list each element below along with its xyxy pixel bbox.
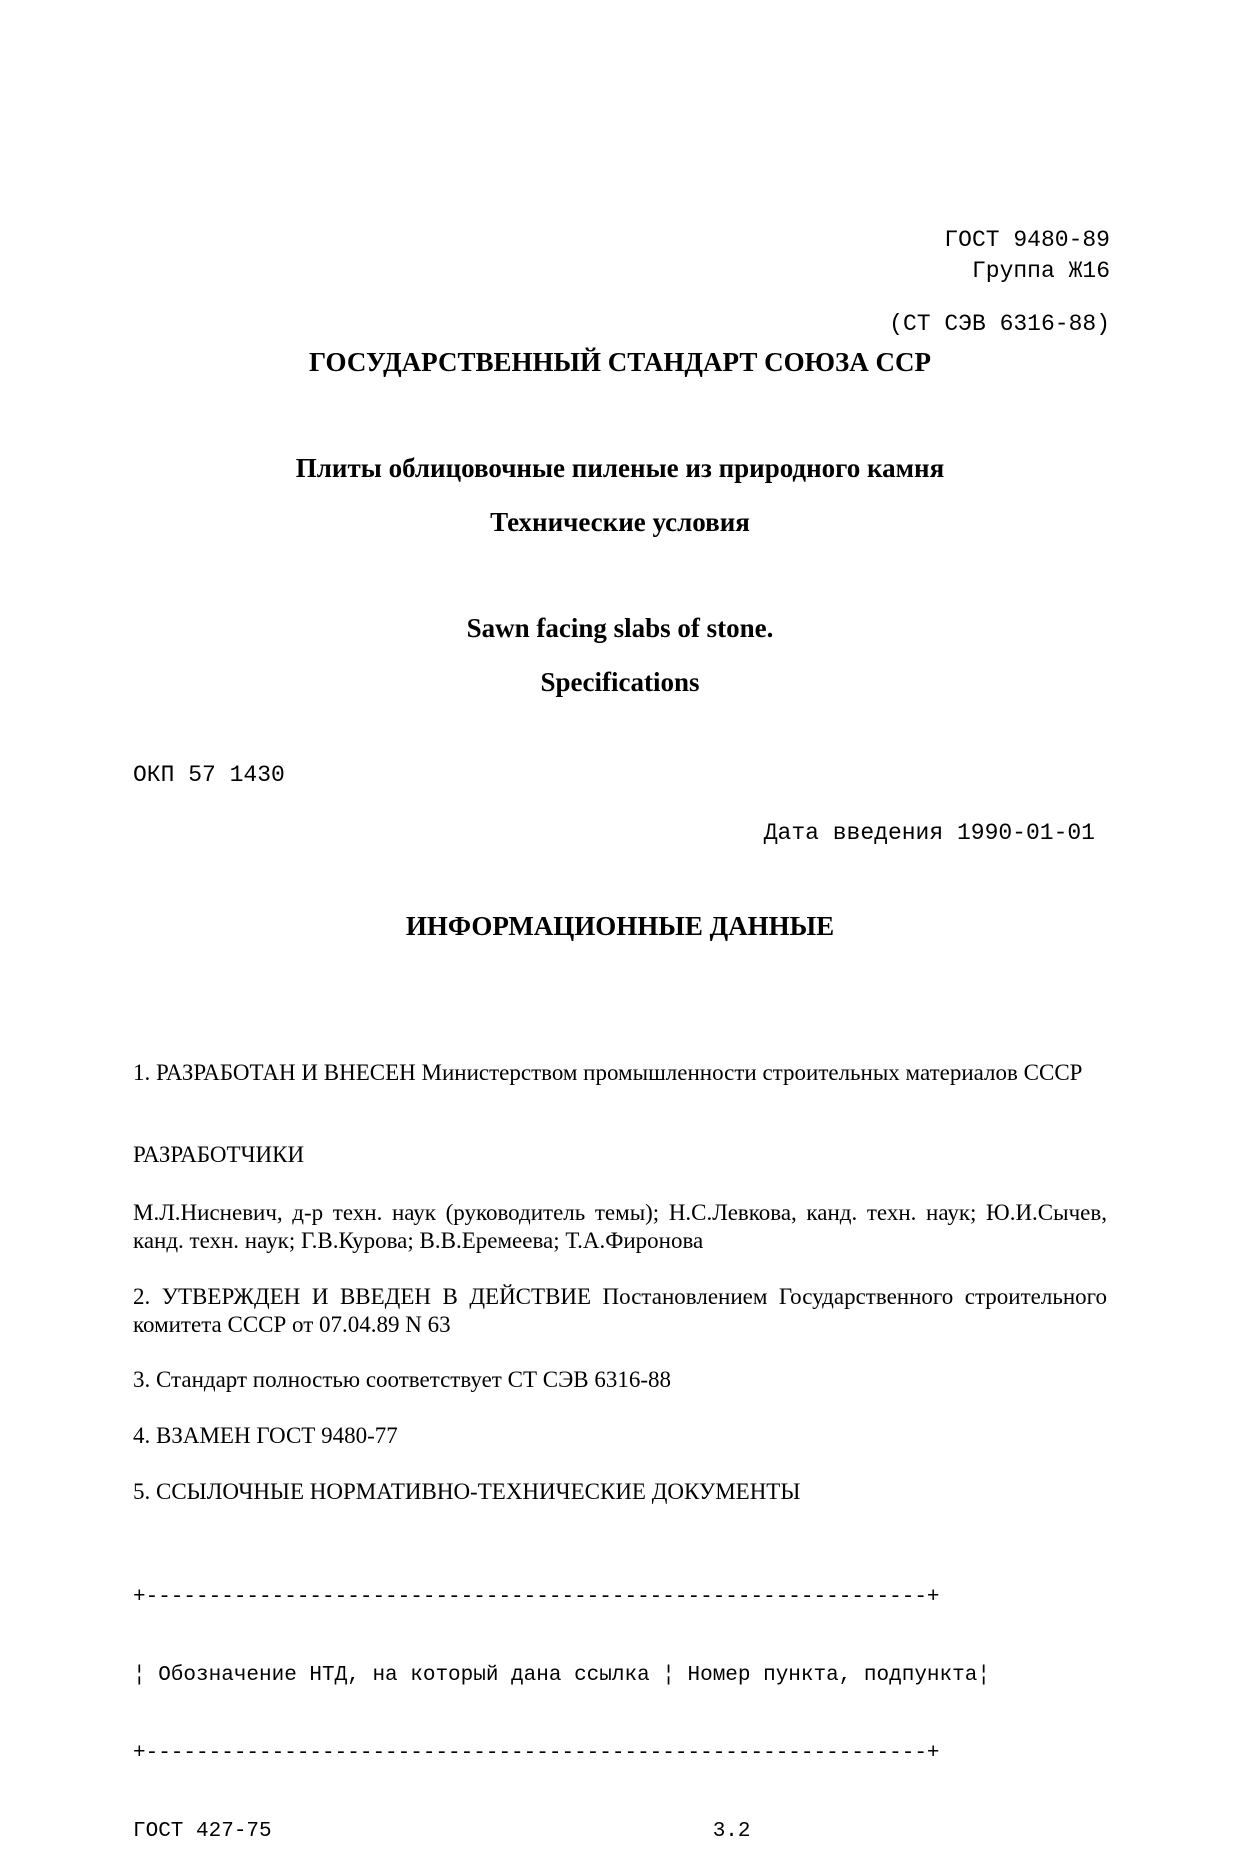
reference-documents-table: [133, 1533, 990, 1871]
state-standard-heading: ГОСУДАРСТВЕННЫЙ СТАНДАРТ СОЮЗА ССР: [309, 347, 931, 377]
table-border-top: +--------------------------------------------------------------+: [133, 1586, 940, 1609]
info-item-compliance: 3. Стандарт полностью соответствует СТ СЭВ 6316-88: [133, 1367, 672, 1392]
document-subtitle-ru: Технические условия: [490, 507, 750, 537]
info-item-reference-docs: 5. ССЫЛОЧНЫЕ НОРМАТИВНО-ТЕХНИЧЕСКИЕ ДОКУМЕНТЫ: [133, 1479, 801, 1504]
table-row: ГОСТ 427-75 3.2: [133, 1820, 751, 1843]
table-header-row: ¦ Обозначение НТД, на который дана ссылка ¦ Номер пункта, подпункта¦: [133, 1664, 990, 1687]
document-title-en: Sawn facing slabs of stone.: [466, 613, 774, 643]
okp-code: ОКП 57 1430: [133, 762, 285, 788]
document-title-ru: Плиты облицовочные пиленые из природного камня: [295, 453, 945, 483]
developers-list: М.Л.Нисневич, д-р техн. наук (руководитель темы); Н.С.Левкова, канд. техн. наук; Ю.И.Сычев, канд. техн. наук; Г.В.Курова; В.В.Еремеева; Т.А.Фиронова: [133, 1200, 1107, 1253]
cmea-standard-number: (СТ СЭВ 6316-88): [889, 311, 1110, 337]
table-border-mid: +--------------------------------------------------------------+: [133, 1742, 940, 1765]
info-item-developed: 1. РАЗРАБОТАН И ВНЕСЕН Министерством промышленности строительных материалов СССР: [133, 1060, 1083, 1085]
developers-heading: РАЗРАБОТЧИКИ: [133, 1142, 305, 1167]
classification-group: Группа Ж16: [971, 258, 1110, 284]
standard-number: ГОСТ 9480-89: [944, 227, 1110, 253]
info-data-heading: ИНФОРМАЦИОННЫЕ ДАННЫЕ: [405, 911, 835, 941]
document-subtitle-en: Specifications: [540, 667, 700, 697]
introduction-date: Дата введения 1990-01-01: [763, 820, 1095, 846]
info-item-replaces: 4. ВЗАМЕН ГОСТ 9480-77: [133, 1423, 398, 1448]
info-item-approved: 2. УТВЕРЖДЕН И ВВЕДЕН В ДЕЙСТВИЕ Постановлением Государственного строительного комитета СССР от 07.04.89 N 63: [133, 1284, 1107, 1337]
